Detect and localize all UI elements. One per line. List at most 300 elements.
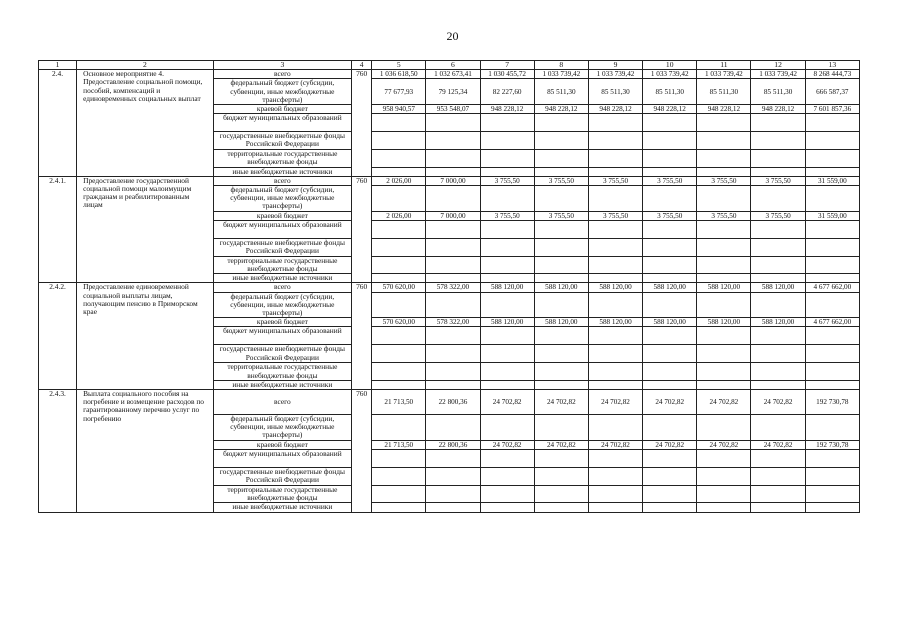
amount-cell: 578 322,00 (426, 318, 480, 327)
funding-source-label: государственные внебюджетные фонды Российской Федерации (213, 467, 352, 485)
amount-cell: 24 702,82 (534, 390, 588, 415)
amount-cell (643, 256, 697, 273)
amount-cell (534, 274, 588, 283)
amount-cell: 3 755,50 (751, 176, 805, 185)
amount-cell: 588 120,00 (588, 318, 642, 327)
amount-cell (372, 114, 426, 132)
amount-cell: 24 702,82 (588, 440, 642, 449)
amount-cell: 588 120,00 (480, 283, 534, 292)
amount-cell (480, 186, 534, 212)
amount-cell (372, 345, 426, 363)
amount-cell (751, 415, 805, 441)
amount-cell (697, 238, 751, 256)
amount-cell: 77 677,93 (372, 79, 426, 105)
amount-cell (480, 503, 534, 512)
column-number: 8 (534, 61, 588, 70)
amount-cell (426, 114, 480, 132)
item-name: Предоставление государственной социальной помощи малоимущим гражданам и реабилитированным лицам (77, 176, 213, 283)
total-cell (805, 167, 859, 176)
amount-cell (480, 363, 534, 380)
amount-cell: 2 026,00 (372, 211, 426, 220)
total-cell: 7 601 857,36 (805, 105, 859, 114)
amount-cell: 1 036 618,50 (372, 70, 426, 79)
amount-cell: 588 120,00 (643, 318, 697, 327)
amount-cell (372, 449, 426, 467)
amount-cell: 24 702,82 (480, 390, 534, 415)
funding-source-label: государственные внебюджетные фонды Российской Федерации (213, 132, 352, 150)
amount-cell (643, 467, 697, 485)
page-number: 20 (446, 29, 459, 43)
funding-source-label: федеральный бюджет (субсидии, субвенции, иные межбюджетные трансферты) (213, 79, 352, 105)
funding-source-label: краевой бюджет (213, 105, 352, 114)
column-number: 10 (643, 61, 697, 70)
column-number: 7 (480, 61, 534, 70)
total-cell: 192 730,78 (805, 440, 859, 449)
total-cell (805, 274, 859, 283)
amount-cell: 82 227,60 (480, 79, 534, 105)
amount-cell (534, 220, 588, 238)
total-cell (805, 449, 859, 467)
amount-cell (751, 327, 805, 345)
amount-cell (426, 380, 480, 389)
amount-cell: 24 702,82 (588, 390, 642, 415)
total-cell (805, 292, 859, 318)
amount-cell: 1 032 673,41 (426, 70, 480, 79)
amount-cell: 24 702,82 (751, 440, 805, 449)
amount-cell (426, 449, 480, 467)
funding-source-label: бюджет муниципальных образований (213, 114, 352, 132)
amount-cell (751, 274, 805, 283)
amount-cell (426, 467, 480, 485)
amount-cell (480, 274, 534, 283)
amount-cell (751, 292, 805, 318)
amount-cell: 21 713,50 (372, 390, 426, 415)
amount-cell: 24 702,82 (480, 440, 534, 449)
total-cell (805, 380, 859, 389)
amount-cell (534, 503, 588, 512)
amount-cell (480, 380, 534, 389)
amount-cell: 948 228,12 (534, 105, 588, 114)
amount-cell (534, 238, 588, 256)
amount-cell (480, 167, 534, 176)
amount-cell (426, 150, 480, 167)
table-row (39, 70, 860, 79)
amount-cell (534, 186, 588, 212)
amount-cell (534, 415, 588, 441)
funding-source-label: иные внебюджетные источники (213, 167, 352, 176)
amount-cell: 3 755,50 (643, 211, 697, 220)
funding-source-label: территориальные государственные внебюджетные фонды (213, 485, 352, 502)
amount-cell (697, 449, 751, 467)
amount-cell (480, 292, 534, 318)
amount-cell (697, 186, 751, 212)
amount-cell (697, 256, 751, 273)
amount-cell (588, 186, 642, 212)
total-cell: 4 677 662,00 (805, 283, 859, 292)
total-cell (805, 345, 859, 363)
amount-cell (697, 274, 751, 283)
amount-cell (588, 150, 642, 167)
amount-cell (588, 380, 642, 389)
funding-source-label: всего (213, 176, 352, 185)
amount-cell (751, 150, 805, 167)
total-cell (805, 220, 859, 238)
total-cell (805, 467, 859, 485)
amount-cell (426, 292, 480, 318)
amount-cell (643, 415, 697, 441)
amount-cell (588, 415, 642, 441)
amount-cell (372, 485, 426, 502)
amount-cell: 3 755,50 (534, 211, 588, 220)
amount-cell (480, 114, 534, 132)
amount-cell (426, 415, 480, 441)
grbs-code: 760 (352, 70, 372, 177)
amount-cell (697, 380, 751, 389)
amount-cell (480, 132, 534, 150)
amount-cell: 24 702,82 (697, 440, 751, 449)
amount-cell (588, 167, 642, 176)
amount-cell: 3 755,50 (751, 211, 805, 220)
total-cell: 666 587,37 (805, 79, 859, 105)
total-cell: 4 677 662,00 (805, 318, 859, 327)
amount-cell (480, 238, 534, 256)
item-name: Основное мероприятие 4. Предоставление социальной помощи, пособий, компенсаций и единовременных социальных выплат (77, 70, 213, 177)
amount-cell: 588 120,00 (588, 283, 642, 292)
amount-cell (697, 503, 751, 512)
amount-cell (643, 186, 697, 212)
amount-cell (643, 485, 697, 502)
amount-cell (534, 485, 588, 502)
amount-cell: 588 120,00 (697, 318, 751, 327)
amount-cell (588, 256, 642, 273)
amount-cell (534, 150, 588, 167)
funding-source-label: государственные внебюджетные фонды Российской Федерации (213, 345, 352, 363)
amount-cell (588, 114, 642, 132)
amount-cell: 1 030 455,72 (480, 70, 534, 79)
amount-cell (643, 380, 697, 389)
amount-cell (372, 132, 426, 150)
amount-cell (372, 292, 426, 318)
amount-cell (534, 327, 588, 345)
amount-cell: 85 511,30 (697, 79, 751, 105)
amount-cell: 1 033 739,42 (643, 70, 697, 79)
amount-cell (372, 238, 426, 256)
amount-cell (372, 220, 426, 238)
total-cell (805, 150, 859, 167)
total-cell (805, 114, 859, 132)
column-number: 11 (697, 61, 751, 70)
column-number: 1 (39, 61, 77, 70)
amount-cell (751, 132, 805, 150)
amount-cell (480, 345, 534, 363)
amount-cell (372, 327, 426, 345)
amount-cell (534, 449, 588, 467)
total-cell (805, 415, 859, 441)
amount-cell (751, 256, 805, 273)
amount-cell (643, 150, 697, 167)
amount-cell: 7 000,00 (426, 176, 480, 185)
item-code: 2.4.1. (39, 176, 77, 283)
item-code: 2.4.2. (39, 283, 77, 390)
amount-cell (751, 238, 805, 256)
funding-source-label: краевой бюджет (213, 440, 352, 449)
amount-cell (697, 150, 751, 167)
amount-cell: 588 120,00 (751, 283, 805, 292)
amount-cell (697, 132, 751, 150)
amount-cell: 953 548,07 (426, 105, 480, 114)
amount-cell: 570 620,00 (372, 283, 426, 292)
amount-cell (643, 449, 697, 467)
amount-cell (588, 220, 642, 238)
amount-cell: 3 755,50 (534, 176, 588, 185)
amount-cell: 85 511,30 (534, 79, 588, 105)
amount-cell: 3 755,50 (697, 211, 751, 220)
amount-cell (751, 449, 805, 467)
total-cell: 192 730,78 (805, 390, 859, 415)
funding-source-label: территориальные государственные внебюджетные фонды (213, 150, 352, 167)
amount-cell (372, 467, 426, 485)
amount-cell (588, 449, 642, 467)
amount-cell (534, 380, 588, 389)
item-name: Предоставление единовременной социальной выплаты лицам, получающим пенсию в Приморском крае (77, 283, 213, 390)
column-number: 9 (588, 61, 642, 70)
amount-cell (534, 256, 588, 273)
amount-cell: 3 755,50 (480, 176, 534, 185)
total-cell (805, 186, 859, 212)
funding-source-label: бюджет муниципальных образований (213, 449, 352, 467)
amount-cell (588, 292, 642, 318)
funding-source-label: краевой бюджет (213, 318, 352, 327)
amount-cell (751, 345, 805, 363)
total-cell (805, 132, 859, 150)
amount-cell: 24 702,82 (643, 390, 697, 415)
amount-cell (751, 363, 805, 380)
grbs-code: 760 (352, 176, 372, 283)
funding-source-label: бюджет муниципальных образований (213, 327, 352, 345)
amount-cell (643, 238, 697, 256)
amount-cell: 21 713,50 (372, 440, 426, 449)
amount-cell (697, 167, 751, 176)
amount-cell: 22 800,36 (426, 440, 480, 449)
amount-cell (372, 274, 426, 283)
amount-cell (588, 274, 642, 283)
amount-cell (643, 274, 697, 283)
amount-cell: 948 228,12 (588, 105, 642, 114)
amount-cell (534, 363, 588, 380)
amount-cell (534, 132, 588, 150)
item-code: 2.4.3. (39, 390, 77, 512)
amount-cell (426, 274, 480, 283)
total-cell: 31 559,00 (805, 176, 859, 185)
funding-source-label: иные внебюджетные источники (213, 380, 352, 389)
amount-cell (697, 345, 751, 363)
amount-cell (751, 485, 805, 502)
amount-cell (751, 503, 805, 512)
table-body (39, 61, 860, 513)
amount-cell: 2 026,00 (372, 176, 426, 185)
amount-cell: 1 033 739,42 (697, 70, 751, 79)
amount-cell (426, 132, 480, 150)
amount-cell: 570 620,00 (372, 318, 426, 327)
amount-cell (643, 345, 697, 363)
amount-cell (751, 114, 805, 132)
amount-cell (697, 114, 751, 132)
amount-cell (751, 220, 805, 238)
amount-cell: 948 228,12 (697, 105, 751, 114)
amount-cell: 79 125,34 (426, 79, 480, 105)
amount-cell (751, 380, 805, 389)
funding-source-label: всего (213, 70, 352, 79)
amount-cell (643, 292, 697, 318)
amount-cell: 958 940,57 (372, 105, 426, 114)
amount-cell (426, 485, 480, 502)
amount-cell: 588 120,00 (751, 318, 805, 327)
amount-cell (480, 220, 534, 238)
amount-cell (480, 256, 534, 273)
table-row (39, 390, 860, 415)
amount-cell: 3 755,50 (697, 176, 751, 185)
amount-cell (534, 345, 588, 363)
amount-cell (426, 327, 480, 345)
amount-cell (697, 292, 751, 318)
amount-cell (426, 167, 480, 176)
funding-source-label: федеральный бюджет (субсидии, субвенции, иные межбюджетные трансферты) (213, 186, 352, 212)
total-cell (805, 256, 859, 273)
amount-cell (697, 327, 751, 345)
amount-cell: 85 511,30 (751, 79, 805, 105)
amount-cell (643, 114, 697, 132)
amount-cell (588, 327, 642, 345)
amount-cell (480, 327, 534, 345)
total-cell: 31 559,00 (805, 211, 859, 220)
amount-cell (697, 363, 751, 380)
funding-source-label: бюджет муниципальных образований (213, 220, 352, 238)
amount-cell: 24 702,82 (643, 440, 697, 449)
amount-cell: 7 000,00 (426, 211, 480, 220)
amount-cell (372, 363, 426, 380)
amount-cell: 24 702,82 (534, 440, 588, 449)
amount-cell (697, 220, 751, 238)
funding-source-label: территориальные государственные внебюджетные фонды (213, 256, 352, 273)
amount-cell (643, 327, 697, 345)
total-cell (805, 363, 859, 380)
amount-cell (588, 503, 642, 512)
item-name: Выплата социального пособия на погребение и возмещение расходов по гарантированному перечню услуг по погребению (77, 390, 213, 512)
column-number: 2 (77, 61, 213, 70)
grbs-code: 760 (352, 283, 372, 390)
funding-source-label: иные внебюджетные источники (213, 274, 352, 283)
amount-cell (588, 467, 642, 485)
amount-cell (643, 363, 697, 380)
funding-source-label: территориальные государственные внебюджетные фонды (213, 363, 352, 380)
amount-cell: 85 511,30 (643, 79, 697, 105)
budget-table (38, 60, 860, 513)
amount-cell (643, 167, 697, 176)
funding-source-label: государственные внебюджетные фонды Российской Федерации (213, 238, 352, 256)
amount-cell (697, 467, 751, 485)
amount-cell: 1 033 739,42 (534, 70, 588, 79)
amount-cell (643, 220, 697, 238)
amount-cell (426, 238, 480, 256)
amount-cell (588, 363, 642, 380)
amount-cell: 3 755,50 (643, 176, 697, 185)
amount-cell (372, 167, 426, 176)
amount-cell (480, 485, 534, 502)
total-cell (805, 327, 859, 345)
amount-cell (588, 132, 642, 150)
amount-cell: 948 228,12 (751, 105, 805, 114)
amount-cell: 1 033 739,42 (588, 70, 642, 79)
amount-cell (751, 467, 805, 485)
amount-cell (588, 238, 642, 256)
total-cell (805, 485, 859, 502)
funding-source-label: федеральный бюджет (субсидии, субвенции, иные межбюджетные трансферты) (213, 292, 352, 318)
amount-cell: 948 228,12 (480, 105, 534, 114)
item-code: 2.4. (39, 70, 77, 177)
amount-cell: 3 755,50 (480, 211, 534, 220)
amount-cell (697, 415, 751, 441)
amount-cell: 24 702,82 (697, 390, 751, 415)
amount-cell (480, 415, 534, 441)
amount-cell (697, 485, 751, 502)
amount-cell (372, 503, 426, 512)
amount-cell: 588 120,00 (480, 318, 534, 327)
amount-cell (426, 186, 480, 212)
column-number: 4 (352, 61, 372, 70)
column-number: 5 (372, 61, 426, 70)
funding-source-label: всего (213, 390, 352, 415)
funding-source-label: федеральный бюджет (субсидии, субвенции, иные межбюджетные трансферты) (213, 415, 352, 441)
column-number-row (39, 61, 860, 70)
grbs-code: 760 (352, 390, 372, 512)
amount-cell (426, 220, 480, 238)
funding-source-label: краевой бюджет (213, 211, 352, 220)
funding-source-label: всего (213, 283, 352, 292)
amount-cell: 948 228,12 (643, 105, 697, 114)
amount-cell (372, 380, 426, 389)
column-number: 12 (751, 61, 805, 70)
amount-cell (643, 132, 697, 150)
amount-cell: 588 120,00 (697, 283, 751, 292)
amount-cell (588, 345, 642, 363)
amount-cell: 3 755,50 (588, 211, 642, 220)
amount-cell: 22 800,36 (426, 390, 480, 415)
amount-cell (534, 292, 588, 318)
amount-cell (588, 485, 642, 502)
amount-cell: 1 033 739,42 (751, 70, 805, 79)
amount-cell: 24 702,82 (751, 390, 805, 415)
total-cell (805, 503, 859, 512)
amount-cell: 588 120,00 (643, 283, 697, 292)
amount-cell: 578 322,00 (426, 283, 480, 292)
table-row (39, 283, 860, 292)
amount-cell (480, 449, 534, 467)
amount-cell (534, 167, 588, 176)
table-row (39, 176, 860, 185)
total-cell: 8 268 444,73 (805, 70, 859, 79)
amount-cell (372, 415, 426, 441)
amount-cell (372, 186, 426, 212)
amount-cell (643, 503, 697, 512)
funding-source-label: иные внебюджетные источники (213, 503, 352, 512)
amount-cell (534, 114, 588, 132)
amount-cell (480, 150, 534, 167)
amount-cell (426, 345, 480, 363)
amount-cell (751, 186, 805, 212)
amount-cell (426, 363, 480, 380)
amount-cell (751, 167, 805, 176)
amount-cell: 588 120,00 (534, 318, 588, 327)
